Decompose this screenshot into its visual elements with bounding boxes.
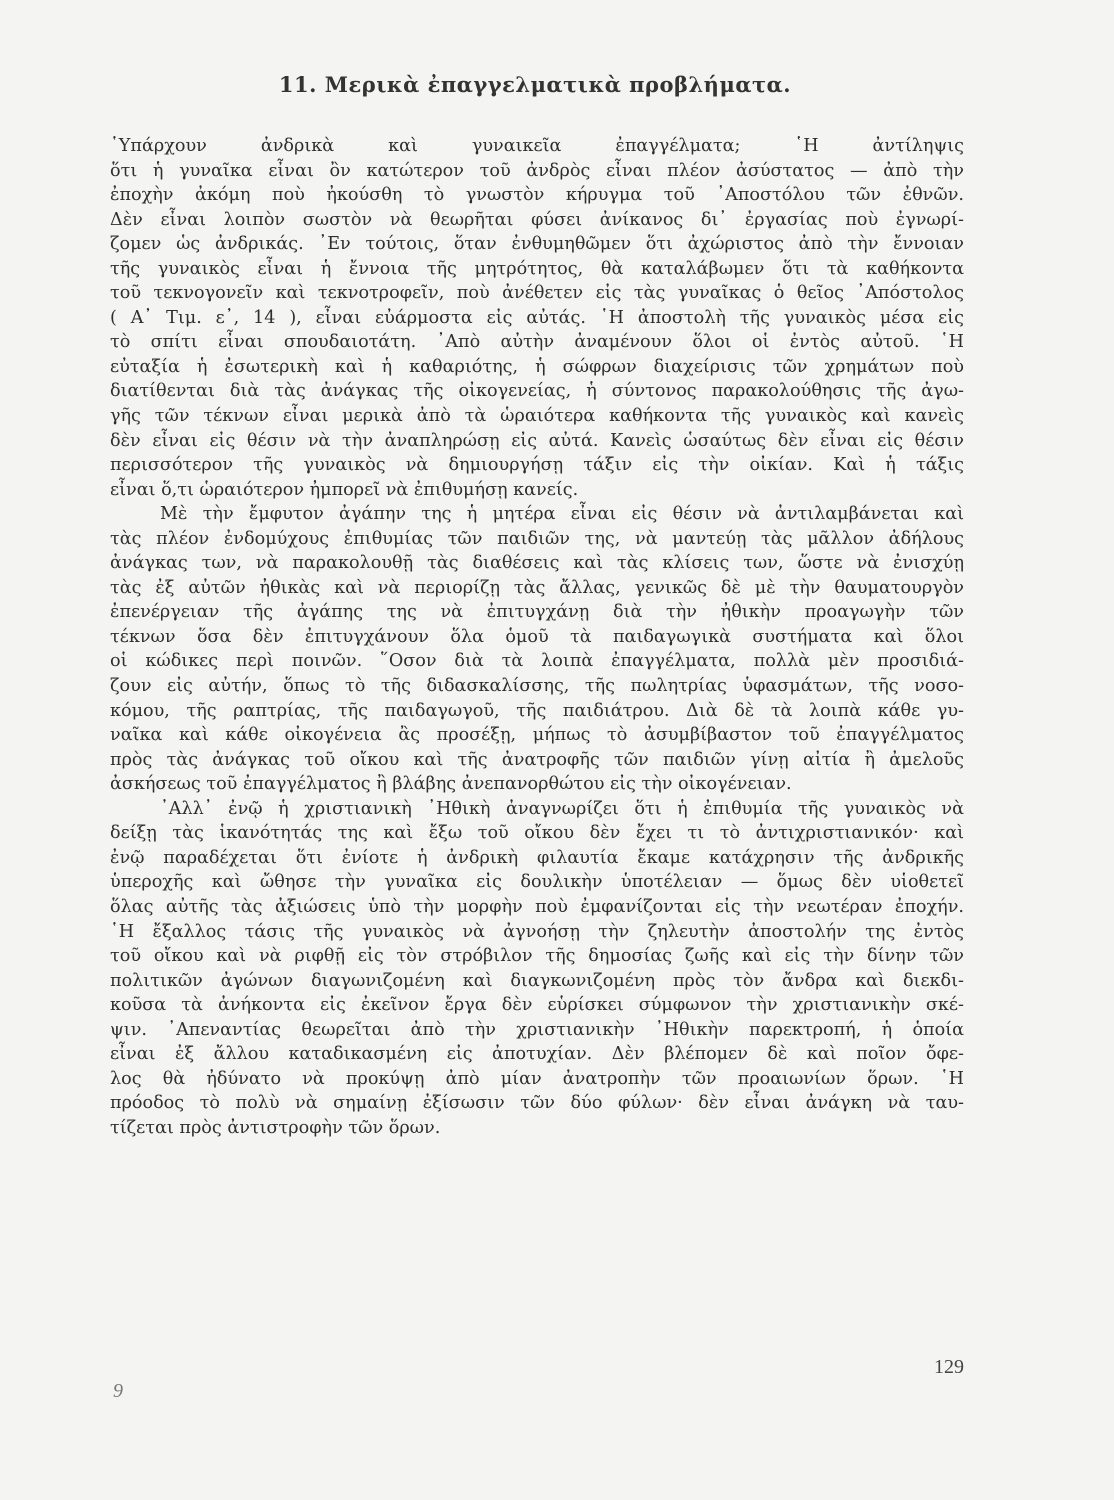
text-line: ( Α᾿ Τιμ. ε᾿, 14 ), εἶναι εὐάρμοστα εἰς αὐτάς. ῾Η ἀποστολὴ τῆς γυναικὸς μέσα εἰς xyxy=(110,307,964,328)
text-line: λος θὰ ἠδύνατο νὰ προκύψῃ ἀπὸ μίαν ἀνατροπὴν τῶν προαιωνίων ὅρων. ῾Η xyxy=(110,1068,964,1089)
text-line: δὲν εἶναι εἰς θέσιν νὰ τὴν ἀναπληρώσῃ εἰς αὐτά. Κανεὶς ὡσαύτως δὲν εἶναι εἰς θέσιν xyxy=(110,430,964,451)
text-line: δείξῃ τὰς ἱκανότητάς της καὶ ἔξω τοῦ οἴκου δὲν ἔχει τι τὸ ἀντιχριστιανικόν· καὶ xyxy=(110,823,964,844)
text-line: ἐπενέργειαν τῆς ἀγάπης της νὰ ἐπιτυγχάνῃ διὰ τὴν ἠθικὴν προαγωγὴν τῶν xyxy=(110,602,964,623)
text-line: εἶναι ἐξ ἄλλου καταδικασμένη εἰς ἀποτυχίαν. Δὲν βλέπομεν δὲ καὶ ποῖον ὄφε- xyxy=(110,1044,964,1065)
chapter-title: 11. Μερικὰ ἐπαγγελματικὰ προβλήματα. xyxy=(278,72,792,97)
text-line: τέκνων ὅσα δὲν ἐπιτυγχάνουν ὅλα ὁμοῦ τὰ παιδαγωγικὰ συστήματα καὶ ὅλοι xyxy=(110,626,964,647)
text-line: τοῦ οἴκου καὶ νὰ ριφθῇ εἰς τὸν στρόβιλον τῆς δημοσίας ζωῆς καὶ εἰς τὴν δίνην τῶν xyxy=(110,946,964,967)
text-line: ᾿Αλλ᾿ ἐνῷ ἡ χριστιανικὴ ᾿Ηθικὴ ἀναγνωρίζει ὅτι ἡ ἐπιθυμία τῆς γυναικὸς νὰ xyxy=(160,798,964,819)
text-line: τίζεται πρὸς ἀντιστροφὴν τῶν ὅρων. xyxy=(110,1117,441,1138)
text-line: τοῦ τεκνογονεῖν καὶ τεκνοτροφεῖν, ποὺ ἀνέθετεν εἰς τὰς γυναῖκας ὁ θεῖος ᾿Απόστολος xyxy=(110,283,964,304)
signature-mark: 9 xyxy=(113,1380,123,1402)
text-line: ὑπεροχῆς καὶ ὤθησε τὴν γυναῖκα εἰς δουλικὴν ὑποτέλειαν — ὅμως δὲν υἱοθετεῖ xyxy=(110,872,964,893)
text-line: ἐνῷ παραδέχεται ὅτι ἐνίοτε ἡ ἀνδρικὴ φιλαυτία ἔκαμε κατάχρησιν τῆς ἀνδρικῆς xyxy=(110,847,964,868)
text-line: γῆς τῶν τέκνων εἶναι μερικὰ ἀπὸ τὰ ὡραιότερα καθήκοντα τῆς γυναικὸς καὶ κανεὶς xyxy=(110,406,964,427)
page-number: 129 xyxy=(934,1356,964,1378)
text-line: πρὸς τὰς ἀνάγκας τοῦ οἴκου καὶ τῆς ἀνατροφῆς τῶν παιδιῶν γίνῃ αἰτία ἢ ἀμελοῦς xyxy=(110,749,964,770)
text-line: ἀσκήσεως τοῦ ἐπαγγέλματος ἢ βλάβης ἀνεπανορθώτου εἰς τὴν οἰκογένειαν. xyxy=(110,774,792,795)
text-line: οἱ κώδικες περὶ ποινῶν. ῞Οσον διὰ τὰ λοιπὰ ἐπαγγέλματα, πολλὰ μὲν προσιδιά- xyxy=(110,651,964,672)
text-line: περισσότερον τῆς γυναικὸς νὰ δημιουργήσῃ τάξιν εἰς τὴν οἰκίαν. Καὶ ἡ τάξις xyxy=(110,455,964,476)
text-line: ναῖκα καὶ κάθε οἰκογένεια ἂς προσέξῃ, μήπως τὸ ἀσυμβίβαστον τοῦ ἐπαγγέλματος xyxy=(110,725,964,746)
text-line: διατίθενται διὰ τὰς ἀνάγκας τῆς οἰκογενείας, ἡ σύντονος παρακολούθησις τῆς ἀγω- xyxy=(110,381,964,402)
text-line: τὸ σπίτι εἶναι σπουδαιοτάτη. ᾿Απὸ αὐτὴν ἀναμένουν ὅλοι οἱ ἐντὸς αὐτοῦ. ῾Η xyxy=(110,332,964,353)
text-line: ὅλας αὐτῆς τὰς ἀξιώσεις ὑπὸ τὴν μορφὴν ποὺ ἐμφανίζονται εἰς τὴν νεωτέραν ἐποχήν. xyxy=(110,896,964,917)
text-line: Δὲν εἶναι λοιπὸν σωστὸν νὰ θεωρῆται φύσει ἀνίκανος δι᾿ ἐργασίας ποὺ ἐγνωρί- xyxy=(110,209,964,230)
text-line: τὰς πλέον ἐνδομύχους ἐπιθυμίας τῶν παιδιῶν της, νὰ μαντεύῃ τὰς μᾶλλον ἀδήλους xyxy=(110,528,964,549)
text-line: τῆς γυναικὸς εἶναι ἡ ἔννοια τῆς μητρότητος, θὰ καταλάβωμεν ὅτι τὰ καθήκοντα xyxy=(110,258,964,279)
text-line: ῾Υπάρχουν ἀνδρικὰ καὶ γυναικεῖα ἐπαγγέλματα; ῾Η ἀντίληψις xyxy=(110,136,964,156)
text-line: ῾Η ἔξαλλος τάσις τῆς γυναικὸς νὰ ἀγνοήσῃ τὴν ζηλευτὴν ἀποστολήν της ἐντὸς xyxy=(110,921,964,942)
text-line: τὰς ἐξ αὐτῶν ἠθικὰς καὶ νὰ περιορίζῃ τὰς ἄλλας, γενικῶς δὲ μὲ τὴν θαυματουργὸν xyxy=(110,577,964,598)
text-line: κοῦσα τὰ ἀνήκοντα εἰς ἐκεῖνον ἔργα δὲν εὑρίσκει σύμφωνον τὴν χριστιανικὴν σκέ- xyxy=(110,995,964,1016)
text-line: πρόοδος τὸ πολὺ νὰ σημαίνῃ ἐξίσωσιν τῶν δύο φύλων· δὲν εἶναι ἀνάγκη νὰ ταυ- xyxy=(110,1093,964,1114)
text-line: εἶναι ὅ,τι ὡραιότερον ἠμπορεῖ νὰ ἐπιθυμήσῃ κανείς. xyxy=(110,479,579,500)
text-line: ψιν. ᾿Απεναντίας θεωρεῖται ἀπὸ τὴν χριστιανικὴν ᾿Ηθικὴν παρεκτροπή, ἡ ὁποία xyxy=(110,1019,964,1040)
text-line: ὅτι ἡ γυναῖκα εἶναι ὂν κατώτερον τοῦ ἀνδρὸς εἶναι πλέον ἀσύστατος — ἀπὸ τὴν xyxy=(110,160,964,181)
text-line: ἐποχὴν ἀκόμη ποὺ ἠκούσθη τὸ γνωστὸν κήρυγμα τοῦ ᾿Αποστόλου τῶν ἐθνῶν. xyxy=(110,185,964,206)
body-text xyxy=(110,134,964,1140)
text-line: Μὲ τὴν ἔμφυτον ἀγάπην της ἡ μητέρα εἶναι εἰς θέσιν νὰ ἀντιλαμβάνεται καὶ xyxy=(160,504,964,525)
text-line: ζομεν ὡς ἀνδρικάς. ᾿Εν τούτοις, ὅταν ἐνθυμηθῶμεν ὅτι ἀχώριστος ἀπὸ τὴν ἔννοιαν xyxy=(110,234,964,255)
text-line: πολιτικῶν ἀγώνων διαγωνιζομένη καὶ διαγκωνιζομένη πρὸς τὸν ἄνδρα καὶ διεκδι- xyxy=(110,970,964,991)
text-line: κόμου, τῆς ραπτρίας, τῆς παιδαγωγοῦ, τῆς παιδιάτρου. Διὰ δὲ τὰ λοιπὰ κάθε γυ- xyxy=(110,700,964,721)
text-line: ἀνάγκας των, νὰ παρακολουθῇ τὰς διαθέσεις καὶ τὰς κλίσεις των, ὥστε νὰ ἐνισχύῃ xyxy=(110,553,964,574)
text-line: ζουν εἰς αὐτήν, ὅπως τὸ τῆς διδασκαλίσσης, τῆς πωλητρίας ὑφασμάτων, τῆς νοσο- xyxy=(110,676,964,697)
text-line: εὐταξία ἡ ἐσωτερικὴ καὶ ἡ καθαριότης, ἡ σώφρων διαχείρισις τῶν χρημάτων ποὺ xyxy=(110,356,964,377)
